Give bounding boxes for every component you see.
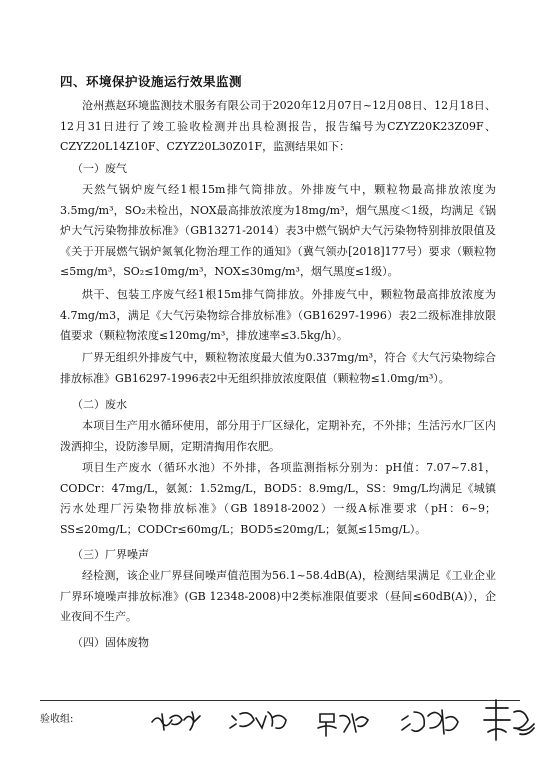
signature-3 (316, 700, 372, 744)
waste-gas-paragraph-1: 天然气锅炉废气经1根15m排气筒排放。外排废气中，颗粒物最高排放浓度为3.5mg/m³，SO₂未检出，NOX最高排放浓度为18mg/m³，烟气黑度＜1级，均满足《锅炉大气污染物排放标准》（GB13271-2014）表3中燃气锅炉大气污染物特别排放限值及《关于开展燃气锅炉氮氧化物治理工作的通知》（冀气领办[2018]177号）要求（颗粒物≤5mg/m³，SO₂≤10mg/m³，NOX≤30mg/m³，烟气黑度≤1级）。 (60, 183, 496, 278)
waste-water-heading: （二）废水 (72, 398, 127, 411)
intro-paragraph: 沧州燕赵环境监测技术服务有限公司于2020年12月07日~12月08日、12月18日、12月31日进行了竣工验收检测并出具检测报告，报告编号为CZYZ20K23Z09F、CZYZ20L14Z10F、CZYZ20L30Z01F，监测结果如下： (60, 99, 496, 153)
acceptance-group-label: 验收组: (40, 714, 74, 725)
signature-4 (398, 700, 462, 744)
signature-1 (148, 700, 208, 744)
section-title: 四、环境保护设施运行效果监测 (60, 74, 243, 89)
noise-heading: （三）厂界噪声 (72, 548, 149, 561)
solid-waste-heading: （四）固体废物 (72, 636, 149, 649)
waste-water-paragraph-2: 项目生产废水（循环水池）不外排，各项监测指标分别为：pH值：7.07~7.81，CODCr：47mg/L，氨氮：1.52mg/L，BOD5：8.9mg/L，SS：9mg/L均满足《城镇污水处理厂污染物排放标准》（GB 18918-2002）一级A标准要求（pH：6~9；SS≤20mg/L；CODCr≤60mg/L；BOD5≤20mg/L；氨氮≤15mg/L）。 (60, 461, 496, 536)
waste-water-paragraph-1: 本项目生产用水循环使用，部分用于厂区绿化，定期补充，不外排；生活污水厂区内泼洒抑尘，设防渗旱厕，定期清掏用作农肥。 (60, 419, 496, 453)
signature-2 (228, 700, 290, 744)
waste-gas-heading: （一）废气 (72, 162, 127, 175)
signature-5 (480, 694, 538, 746)
waste-gas-paragraph-3: 厂界无组织外排废气中，颗粒物浓度最大值为0.337mg/m³，符合《大气污染物综合排放标准》GB16297-1996表2中无组织排放浓度限值（颗粒物≤1.0mg/m³）。 (60, 351, 496, 385)
waste-gas-paragraph-2: 烘干、包装工序废气经1根15m排气筒排放。外排废气中，颗粒物最高排放浓度为4.7mg/m3，满足《大气污染物综合排放标准》（GB16297-1996）表2二级标准排放限值要求（颗粒物浓度≤120mg/m³，排放速率≤3.5kg/h）。 (60, 288, 496, 342)
noise-paragraph: 经检测，该企业厂界昼间噪声值范围为56.1~58.4dB(A)，检测结果满足《工业企业厂界环境噪声排放标准》(GB 12348-2008)中2类标准限值要求（昼间≤60dB(A)），企业夜间不生产。 (60, 569, 496, 623)
